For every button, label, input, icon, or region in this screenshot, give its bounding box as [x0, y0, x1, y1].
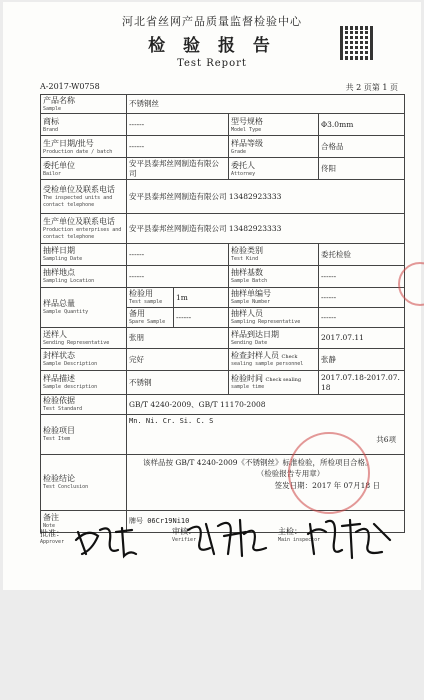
official-seal-stamp	[288, 432, 370, 514]
verifier-label: 审核： Verifier	[172, 527, 197, 543]
label-test-item: 检验项目 Test Item	[41, 415, 127, 455]
value-inspected-unit: 安平县泰邦丝网制造有限公司 13482923333	[127, 180, 405, 214]
document-number: A-2017-W0758	[40, 82, 100, 91]
label-production-unit: 生产单位及联系电话 Production enterprises and contact telephone	[41, 214, 127, 244]
value-model: Φ3.0mm	[319, 114, 405, 136]
value-brand: ------	[127, 114, 229, 136]
test-item-count: 共6项	[376, 435, 396, 444]
label-brand: 商标 Brand	[41, 114, 127, 136]
qr-code-icon	[340, 26, 374, 60]
value-sampling-date: ------	[127, 244, 229, 266]
label-entrust-unit: 委托单位 Bailor	[41, 158, 127, 180]
label-conclusion: 检验结论 Test Conclusion	[41, 455, 127, 511]
value-check-person: 张静	[319, 349, 405, 371]
value-sample-description: 不锈钢	[127, 371, 229, 395]
value-sampling-location: ------	[127, 266, 229, 288]
label-grade: 样品等级 Grade	[229, 136, 319, 158]
main-inspector-signature	[304, 514, 394, 562]
label-sample-number: 抽样单编号 Sample Number	[229, 288, 319, 308]
value-sending-date: 2017.07.11	[319, 328, 405, 349]
label-model: 型号规格 Model Type	[229, 114, 319, 136]
value-check-time: 2017.07.18-2017.07.18	[319, 371, 405, 395]
value-production-unit: 安平县泰邦丝网制造有限公司 13482923333	[127, 214, 405, 244]
value-test-standard: GB/T 4240-2009、GB/T 11170-2008	[127, 395, 405, 415]
label-check-person: 检查封样人员 Check sealing sample personnel	[229, 349, 319, 371]
label-test-standard: 检验依据 Test Standard	[41, 395, 127, 415]
value-entrust-unit: 安平县泰邦丝网制造有限公司	[127, 158, 229, 180]
value-sampling-rep: ------	[319, 308, 405, 328]
org-name: 河北省丝网产品质量监督检验中心	[122, 15, 302, 28]
value-sample-batch: ------	[319, 266, 405, 288]
label-attorney: 委托人 Attorney	[229, 158, 319, 180]
label-seal-status: 封样状态 Sample Description	[41, 349, 127, 371]
value-spare-sample: ------	[174, 308, 229, 328]
label-test-sample: 检验用 Test sample	[127, 288, 174, 308]
label-test-kind: 检验类别 Test Kind	[229, 244, 319, 266]
label-sampling-date: 抽样日期 Sampling Date	[41, 244, 127, 266]
conclusion-seal-note: （检验报告专用章）	[256, 469, 325, 479]
value-sending-rep: 张朋	[127, 328, 229, 349]
label-sample-batch: 抽样基数 Sample Batch	[229, 266, 319, 288]
conclusion-text: 该样品按 GB/T 4240-2009《不锈钢丝》标准检验，所检项目合格。	[143, 458, 373, 467]
label-inspected-unit: 受检单位及联系电话 The inspected units and contact telephone	[41, 180, 127, 214]
test-item-list: Mn. Ni. Cr. Si. C. S	[129, 417, 214, 425]
value-seal-status: 完好	[127, 349, 229, 371]
label-sending-date: 样品到达日期 Sending Date	[229, 328, 319, 349]
page-count: 共 2 页第 1 页	[345, 83, 398, 92]
value-grade: 合格品	[319, 136, 405, 158]
approver-signature	[72, 520, 142, 560]
value-attorney: 佟阳	[319, 158, 405, 180]
verifier-signature	[184, 514, 274, 560]
value-test-item	[127, 415, 405, 455]
report-title-en: Test Report	[177, 58, 247, 69]
label-sampling-location: 抽样地点 Sampling Location	[41, 266, 127, 288]
label-check-time: 检验时间 Check sealing sample time	[229, 371, 319, 395]
label-product-name: 产品名称 Sample	[41, 95, 127, 114]
label-note: 备注 Note	[41, 511, 127, 533]
label-sending-rep: 送样人 Sending Representative	[41, 328, 127, 349]
label-sampling-rep: 抽样人员 Sampling Representative	[229, 308, 319, 328]
value-test-kind: 委托检验	[319, 244, 405, 266]
value-test-sample: 1m	[174, 288, 229, 308]
value-note: 牌号 06Cr19Ni10	[127, 511, 405, 533]
label-production-date: 生产日期/批号 Production date / batch	[41, 136, 127, 158]
label-sample-description: 样品描述 Sample description	[41, 371, 127, 395]
value-sample-number: ------	[319, 288, 405, 308]
label-sample-quantity: 样品总量 Sample Quantity	[41, 288, 127, 328]
label-spare-sample: 备用 Spare Sample	[127, 308, 174, 328]
report-title-cn: 检 验 报 告	[148, 36, 276, 56]
value-production-date: ------	[127, 136, 229, 158]
conclusion-issue-date: 签发日期：2017 年 07月18 日	[274, 480, 380, 490]
main-inspector-label: 主检： Main inspector	[278, 527, 321, 543]
value-product-name: 不锈钢丝	[127, 95, 405, 114]
approver-label: 批准： Approver	[40, 529, 65, 545]
